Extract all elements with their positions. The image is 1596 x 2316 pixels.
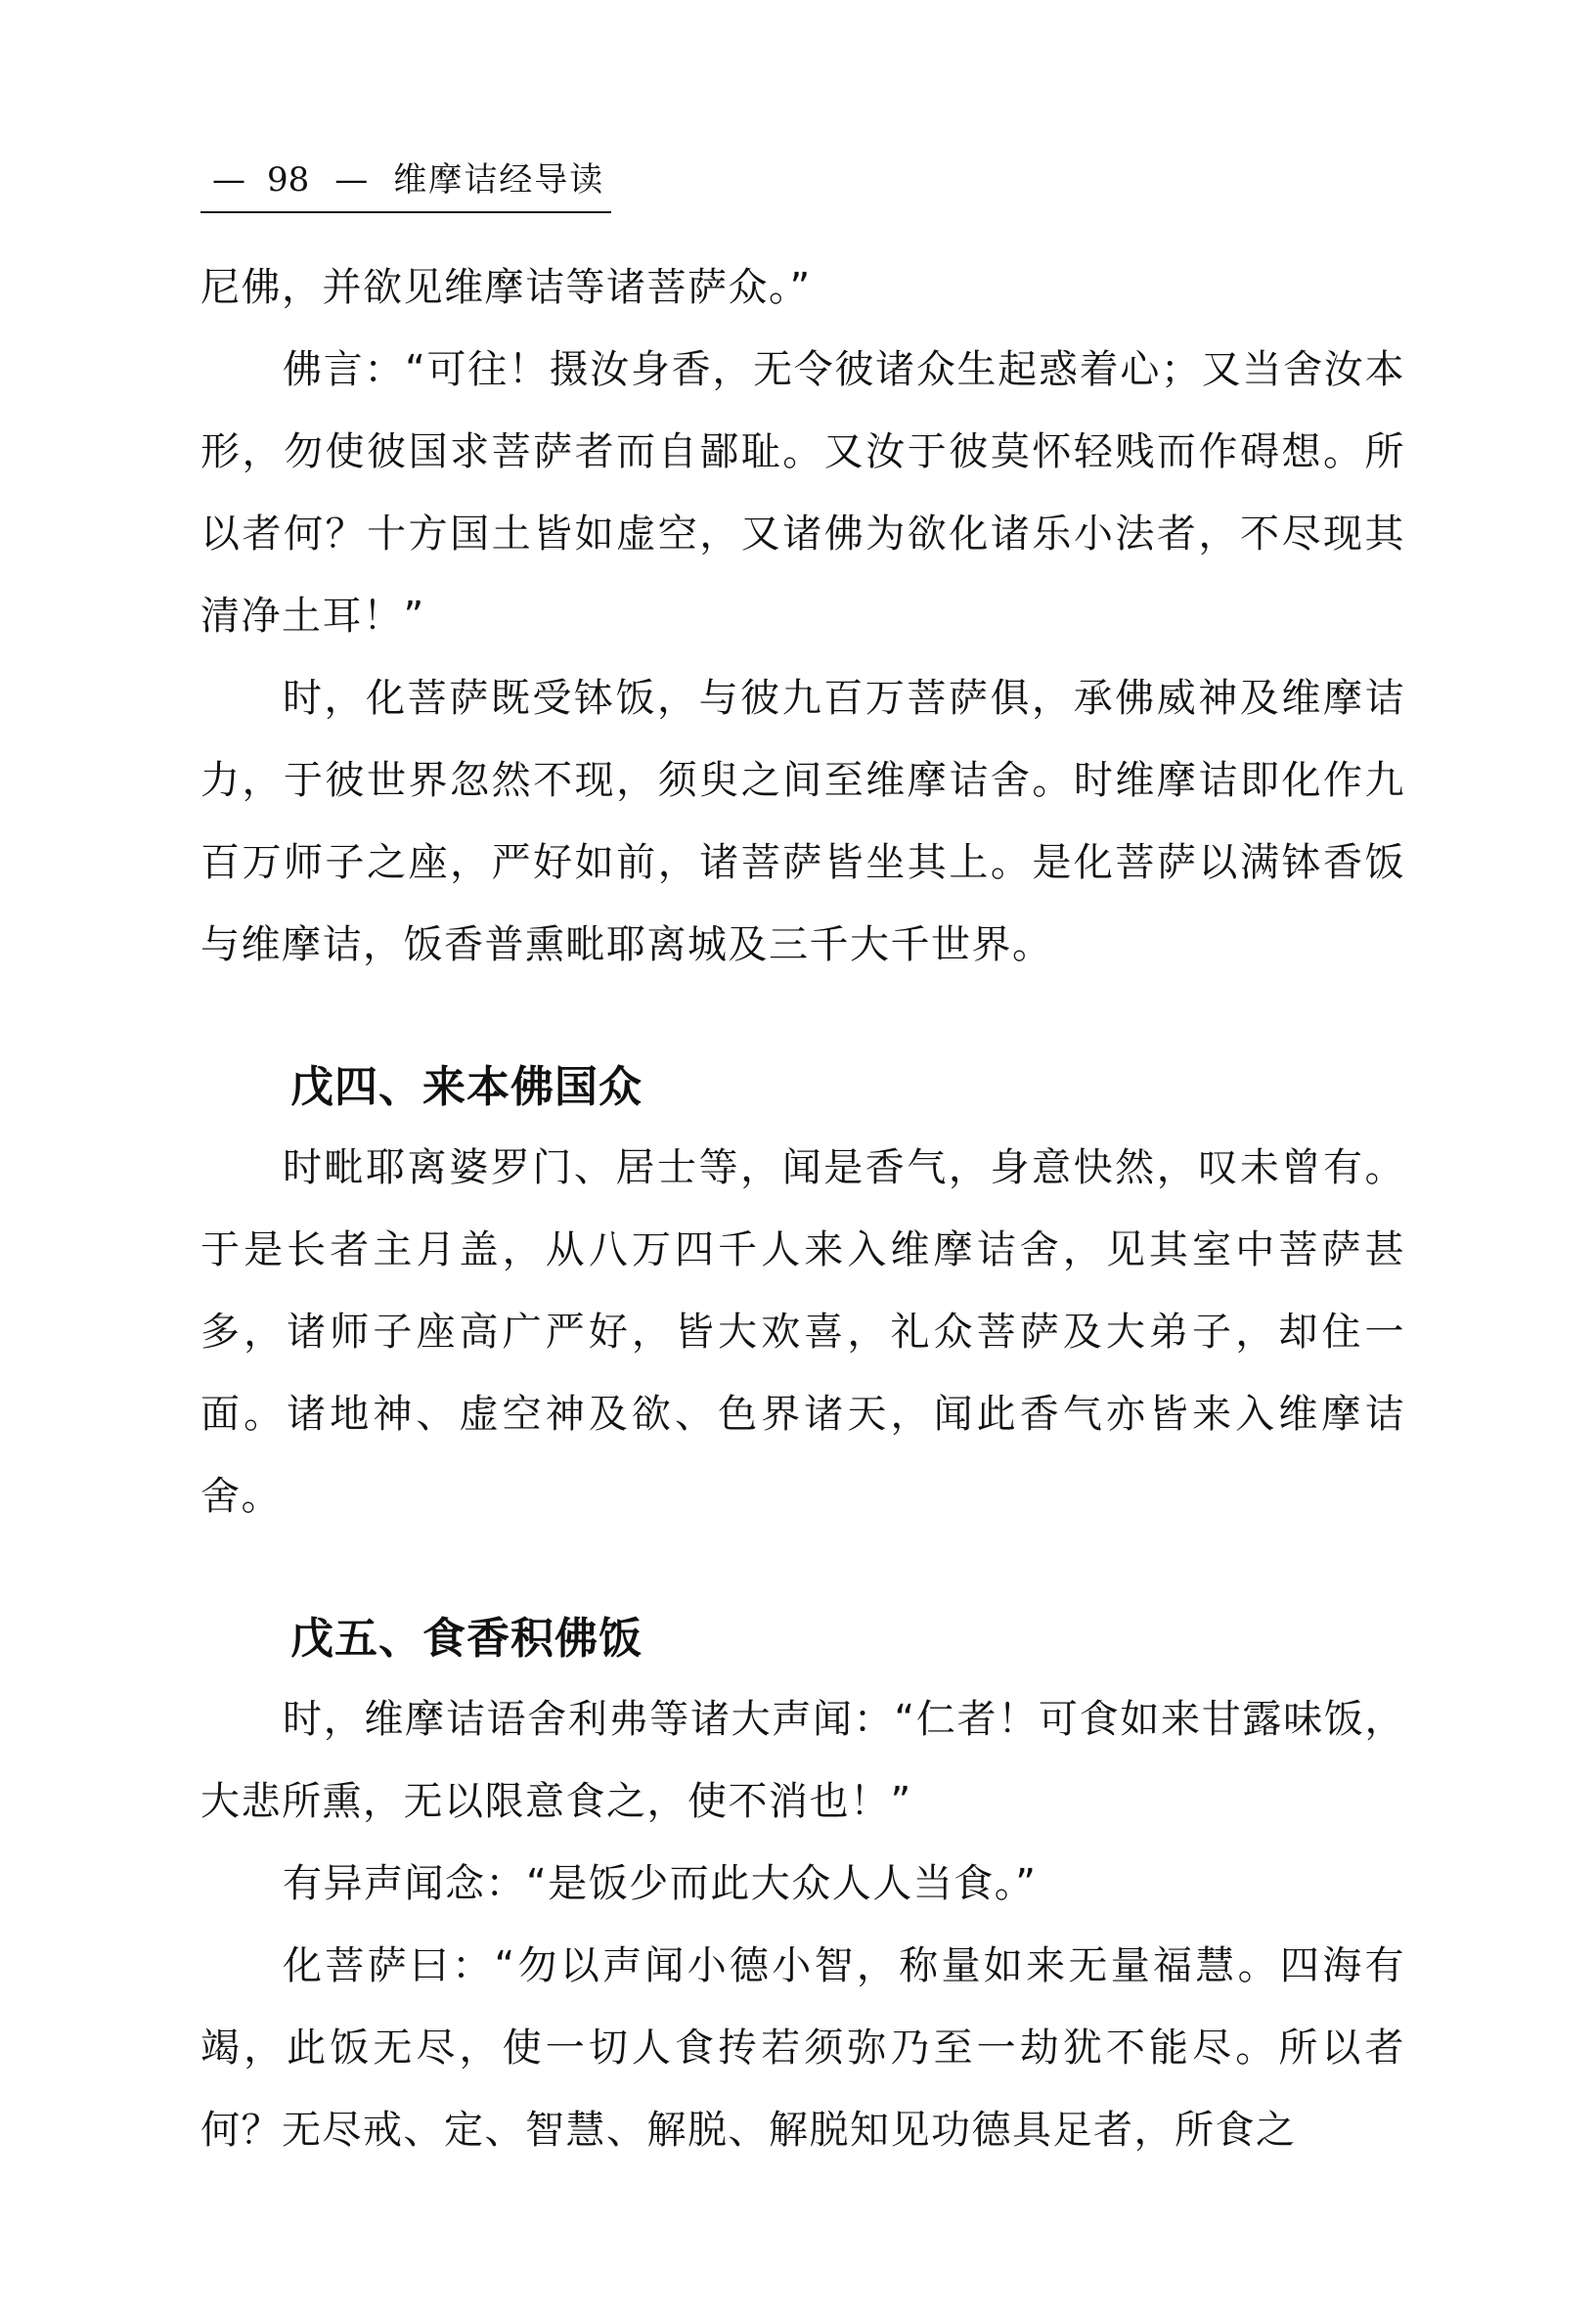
paragraph-vaishali-visitors: 时毗耶离婆罗门、居士等，闻是香气，身意快然，叹未曾有。于是长者主月盖，从八万四千人来入维摩诘舍，见其室中菩萨甚多，诸师子座高广严好，皆大欢喜，礼众菩萨及大弟子，却住一面。诸地神、虚空神及欲、色界诸天，闻此香气亦皆来入维摩诘舍。 — [200, 1145, 1405, 1519]
section-gap — [200, 1537, 1405, 1600]
paragraph-continuation: 尼佛，并欲见维摩诘等诸菩萨众。” — [200, 265, 812, 310]
page-number: 98 — [267, 160, 310, 200]
paragraph-buddha-speech: 佛言：“可往！摄汝身香，无令彼诸众生起惑着心；又当舍汝本形，勿使彼国求菩萨者而自鄙耻。又汝于彼莫怀轻贱而作碍想。所以者何？十方国土皆如虚空，又诸佛为欲化诸乐小法者，不尽现其清净土耳！” — [200, 347, 1405, 639]
paragraph-shravaka-thought: 有异声闻念：“是饭少而此大众人人当食。” — [283, 1861, 1038, 1906]
section-gap — [200, 986, 1405, 1048]
section-heading-wu-wu: 戊五、食香积佛饭 — [290, 1614, 643, 1664]
paragraph-transformed-bodhisattva: 化菩萨曰：“勿以声闻小德小智，称量如来无量福慧。四海有竭，此饭无尽，使一切人食抟若须弥乃至一劫犹不能尽。所以者何？无尽戒、定、智慧、解脱、解脱知见功德具足者，所食之 — [200, 1943, 1405, 2153]
section-heading-wu-si: 戊四、来本佛国众 — [290, 1062, 643, 1112]
book-title: 维摩诘经导读 — [393, 160, 605, 200]
paragraph-bodhisattva-arrival: 时，化菩萨既受钵饭，与彼九百万菩萨俱，承佛威神及维摩诘力，于彼世界忽然不现，须臾之间至维摩诘舍。时维摩诘即化作九百万师子之座，严好如前，诸菩萨皆坐其上。是化菩萨以满钵香饭与维摩诘，饭香普熏毗耶离城及三千大千世界。 — [200, 676, 1405, 967]
page-header — [200, 156, 611, 213]
page-body — [200, 246, 1405, 2171]
header-dash-left: — — [212, 160, 245, 200]
header-dash-right: — — [334, 160, 369, 200]
paragraph-vimalakirti-speech: 时，维摩诘语舍利弗等诸大声闻：“仁者！可食如来甘露味饭，大悲所熏，无以限意食之，使不消也！” — [200, 1697, 1405, 1824]
